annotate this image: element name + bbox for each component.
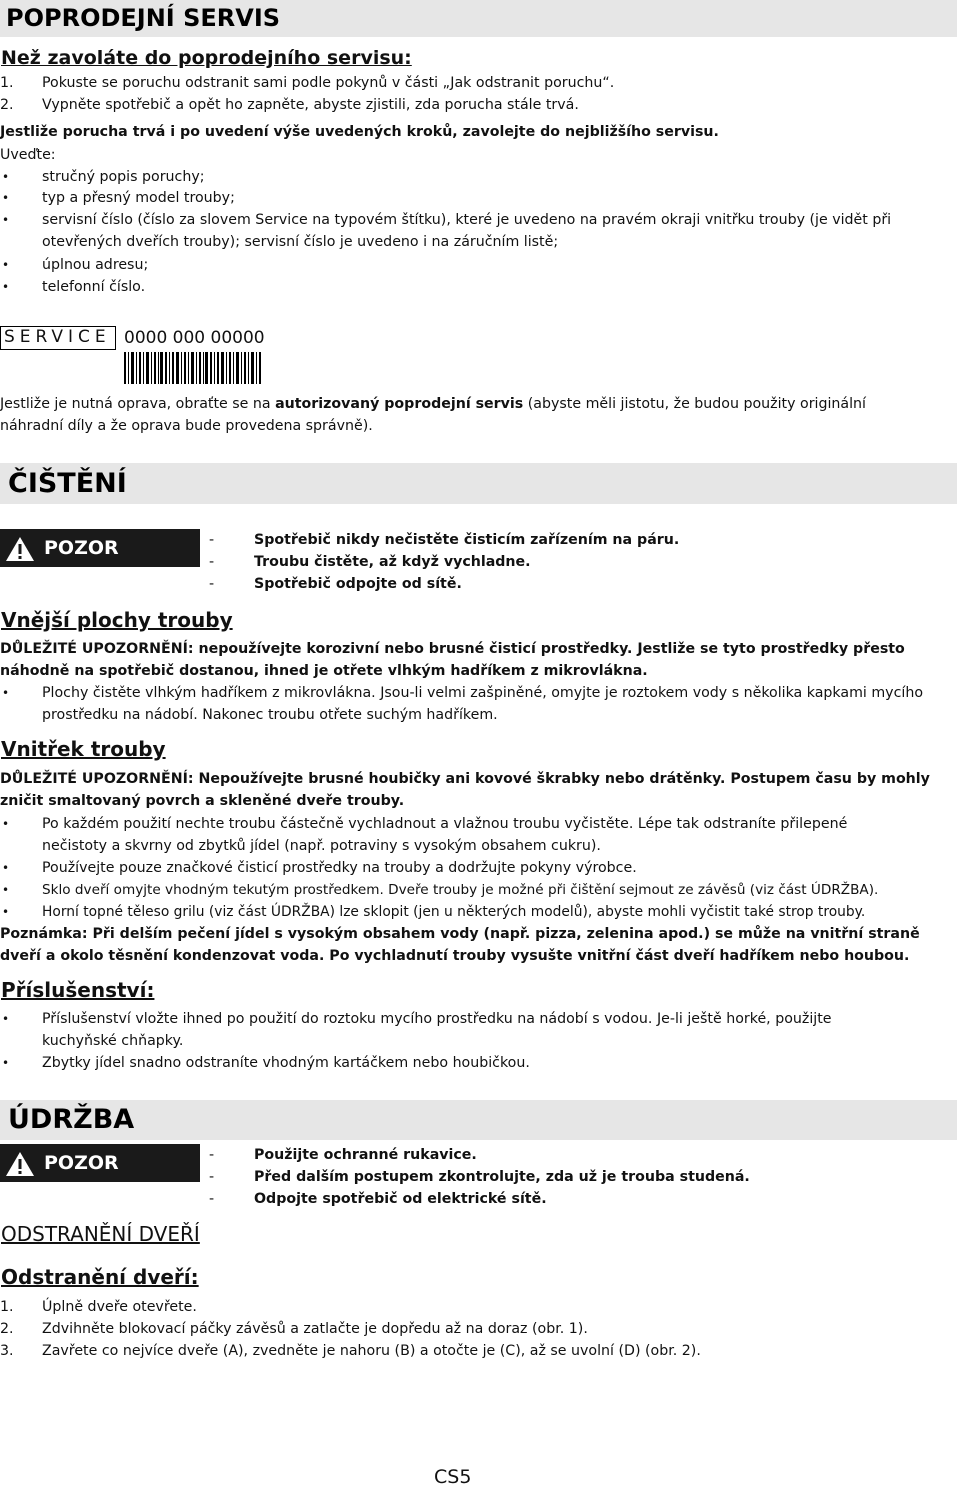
section-banner-maintenance (0, 1100, 957, 1140)
section-banner-service (0, 0, 957, 37)
step-text: Zavřete co nejvíce dveře (A), zvedněte je nahoru (B) a otočte je (C), až se uvolní (D) (obr. 2). (42, 1343, 701, 1359)
bullet-text: Plochy čistěte vlhkým hadříkem z mikrovlákna. Jsou-li velmi zašpiněné, omyjte je roztokem vody s několika kapkami mycího prostředku na nádobí. Nakonec troubu otřete suchým hadříkem. (42, 685, 923, 723)
service-number: 0000 000 00000 (124, 328, 265, 348)
repair-text: Jestliže je nutná oprava, obraťte se na (0, 396, 276, 412)
bold-instruction: Jestliže porucha trvá i po uvedení výše uvedených kroků, zavolejte do nejbližšího servisu. (0, 124, 719, 140)
repair-paragraph (0, 393, 930, 437)
service-label-box (0, 326, 116, 350)
step-number: 1. (0, 75, 14, 91)
warning-text: Použijte ochranné rukavice. (254, 1147, 477, 1163)
bullet-text: úplnou adresu; (42, 257, 149, 273)
bullet-icon: • (2, 817, 10, 831)
page-number: CS5 (434, 1466, 472, 1488)
note-text: nepoužívejte korozivní nebo brusné čisticí prostředky. Jestliže se tyto prostředky přesto náhodně na spotřebič dostanou, ihned je otřete vlhkým hadříkem z mikrovlákna. (0, 641, 905, 679)
subsection-title: Než zavoláte do poprodejního servisu: (1, 47, 412, 69)
subsection-title: Vnější plochy trouby (1, 608, 233, 632)
subsection-title: Vnitřek trouby (1, 737, 166, 761)
note-text: Nepoužívejte brusné houbičky ani kovové škrabky nebo drátěnky. Postupem času by mohly zničit smaltovaný povrch a skleněné dveře trouby. (0, 771, 930, 809)
warning-text: Spotřebič nikdy nečistěte čisticím zařízením na páru. (254, 532, 680, 548)
bullet-icon: • (2, 1056, 10, 1070)
bullet-text: stručný popis poruchy; (42, 169, 205, 185)
bullet-text: telefonní číslo. (42, 279, 146, 295)
warning-text: Troubu čistěte, až když vychladne. (254, 554, 531, 570)
section-title: POPRODEJNÍ SERVIS (6, 4, 281, 32)
section-title: ČIŠTĚNÍ (8, 468, 127, 499)
bullet-icon: • (2, 1012, 10, 1026)
subsection-title: ODSTRANĚNÍ DVEŘÍ (1, 1222, 200, 1246)
warning-badge (0, 1144, 200, 1182)
bullet-text: Zbytky jídel snadno odstraníte vhodným kartáčkem nebo houbičkou. (42, 1055, 530, 1071)
bullet-text: Sklo dveří omyjte vhodným tekutým prostředkem. Dveře trouby je možné při čištění sejmout ze závěsů (viz část ÚDRŽBA). (42, 882, 879, 898)
dash: - (209, 1191, 215, 1207)
warning-label: POZOR (44, 537, 119, 559)
bullet-icon: • (2, 213, 10, 227)
section-banner-cleaning (0, 463, 957, 504)
bullet-text: servisní číslo (číslo za slovem Service na typovém štítku), které je uvedeno na pravém okraji vnitřku trouby (je vidět při otevřených dveřích trouby); servisní číslo je uvedeno i na záručním listě; (42, 212, 892, 250)
step-text: Pokuste se poruchu odstranit sami podle pokynů v části „Jak odstranit poruchu“. (42, 75, 615, 91)
bullet-icon: • (2, 883, 10, 897)
bullet-text: Příslušenství vložte ihned po použití do roztoku mycího prostředku na nádobí s vodou. Je-li ještě horké, použijte kuchyňské chňapky. (42, 1011, 832, 1049)
dash: - (209, 1169, 215, 1185)
bullet-icon: • (2, 280, 10, 294)
bullet-icon: • (2, 905, 10, 919)
warning-icon (5, 536, 35, 562)
warning-icon (5, 1151, 35, 1177)
step-number: 2. (0, 1321, 14, 1337)
dash: - (209, 1147, 215, 1163)
step-text: Zdvihněte blokovací páčky závěsů a zatlačte je dopředu až na doraz (obr. 1). (42, 1321, 588, 1337)
note-label: DŮLEŽITÉ UPOZORNĚNÍ: (0, 771, 194, 787)
repair-text: (abyste měli jistotu, že budou použity originální náhradní díly a že oprava bude provedena správně). (0, 396, 866, 434)
bullet-icon: • (2, 861, 10, 875)
subsection-title: Odstranění dveří: (1, 1265, 199, 1289)
important-note (0, 638, 948, 682)
dash: - (209, 576, 215, 592)
step-number: 1. (0, 1299, 14, 1315)
step-number: 3. (0, 1343, 14, 1359)
bullet-text: typ a přesný model trouby; (42, 190, 235, 206)
warning-text: Odpojte spotřebič od elektrické sítě. (254, 1191, 547, 1207)
note-paragraph: Poznámka: Při delším pečení jídel s vysokým obsahem vody (např. pizza, zelenina apod.) se může na vnitřní straně dveří a okolo těsnění kondenzovat voda. Po vychladnutí trouby vysušte vnitřní část dveří hadříkem nebo houbou. (0, 926, 920, 964)
bullet-text: Po každém použití nechte troubu částečně vychladnout a vlažnou troubu vyčistěte. Lépe tak odstraníte přilepené nečistoty a skvrny od zbytků jídel (např. potraviny s vysokým obsahem cukru). (42, 816, 848, 854)
bullet-icon: • (2, 686, 10, 700)
warning-label: POZOR (44, 1152, 119, 1174)
warning-text: Před dalším postupem zkontrolujte, zda už je trouba studená. (254, 1169, 750, 1185)
service-label: SERVICE (4, 327, 111, 347)
repair-bold: autorizovaný poprodejní servis (275, 396, 524, 412)
important-note (0, 768, 950, 812)
note-label: DŮLEŽITÉ UPOZORNĚNÍ: (0, 641, 194, 657)
warning-text: Spotřebič odpojte od sítě. (254, 576, 462, 592)
step-text: Úplně dveře otevřete. (42, 1299, 197, 1315)
bullet-text: Používejte pouze značkové čisticí prostředky na trouby a dodržujte pokyny výrobce. (42, 860, 637, 876)
step-text: Vypněte spotřebič a opět ho zapněte, abyste zjistili, zda porucha stále trvá. (42, 97, 579, 113)
warning-badge (0, 529, 200, 567)
subsection-title: Příslušenství: (1, 978, 155, 1002)
dash: - (209, 532, 215, 548)
step-number: 2. (0, 97, 14, 113)
dash: - (209, 554, 215, 570)
barcode-icon (124, 352, 262, 384)
bullet-icon: • (2, 191, 10, 205)
bullet-text: Horní topné těleso grilu (viz část ÚDRŽBA) lze sklopit (jen u některých modelů), abyste mohli vyčistit také strop trouby. (42, 904, 866, 920)
bullet-icon: • (2, 258, 10, 272)
section-title: ÚDRŽBA (8, 1104, 135, 1135)
uvedte-label: Uveďte: (0, 147, 56, 163)
bullet-icon: • (2, 170, 10, 184)
